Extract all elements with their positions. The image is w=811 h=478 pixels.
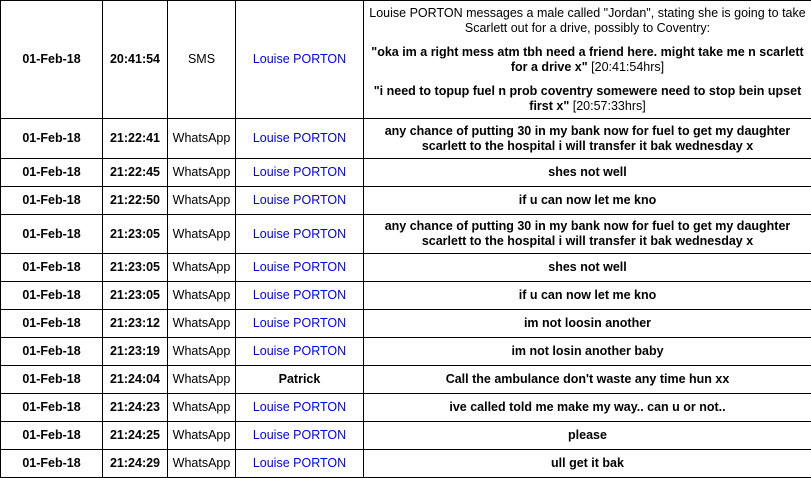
- date-cell: 01-Feb-18: [1, 338, 103, 366]
- date-cell: 01-Feb-18: [1, 450, 103, 478]
- time-cell: 21:22:50: [103, 187, 168, 215]
- message-cell: shes not well: [364, 254, 811, 282]
- type-cell: WhatsApp: [168, 422, 236, 450]
- date-cell: 01-Feb-18: [1, 254, 103, 282]
- summary-text: Louise PORTON messages a male called "Jordan", stating she is going to take Scarlett out for a drive, possibly to Coventry:: [367, 6, 808, 36]
- date-cell: 01-Feb-18: [1, 394, 103, 422]
- type-cell: WhatsApp: [168, 282, 236, 310]
- sender-cell: Louise PORTON: [236, 187, 364, 215]
- sender-cell: Louise PORTON: [236, 338, 364, 366]
- quoted-message-1: [367, 45, 808, 75]
- table-row: [1, 338, 811, 366]
- sender-cell: Louise PORTON: [236, 394, 364, 422]
- quoted-message-2: [367, 84, 808, 114]
- time-cell: 21:24:23: [103, 394, 168, 422]
- time-cell: 21:22:45: [103, 159, 168, 187]
- time-cell: 20:41:54: [103, 1, 168, 119]
- sender-cell: Louise PORTON: [236, 282, 364, 310]
- table-row: [1, 366, 811, 394]
- sender-cell: Louise PORTON: [236, 1, 364, 119]
- message-cell: any chance of putting 30 in my bank now for fuel to get my daughter scarlett to the hospital i will transfer it bak wednesday x: [364, 119, 811, 159]
- type-cell: WhatsApp: [168, 159, 236, 187]
- time-cell: 21:24:25: [103, 422, 168, 450]
- table-row: [1, 1, 811, 119]
- message-cell: im not losin another baby: [364, 338, 811, 366]
- quote-timestamp: [20:41:54hrs]: [591, 60, 664, 74]
- message-cell: please: [364, 422, 811, 450]
- message-cell: if u can now let me kno: [364, 282, 811, 310]
- date-cell: 01-Feb-18: [1, 366, 103, 394]
- message-cell: ive called told me make my way.. can u or not..: [364, 394, 811, 422]
- table-row: [1, 187, 811, 215]
- message-cell: any chance of putting 30 in my bank now for fuel to get my daughter scarlett to the hospital i will transfer it bak wednesday x: [364, 215, 811, 254]
- type-cell: WhatsApp: [168, 215, 236, 254]
- date-cell: 01-Feb-18: [1, 159, 103, 187]
- time-cell: 21:24:29: [103, 450, 168, 478]
- message-cell: Call the ambulance don't waste any time hun xx: [364, 366, 811, 394]
- type-cell: SMS: [168, 1, 236, 119]
- time-cell: 21:23:05: [103, 254, 168, 282]
- sender-cell: Louise PORTON: [236, 254, 364, 282]
- date-cell: 01-Feb-18: [1, 1, 103, 119]
- type-cell: WhatsApp: [168, 119, 236, 159]
- table-row: [1, 159, 811, 187]
- date-cell: 01-Feb-18: [1, 119, 103, 159]
- sender-cell: Louise PORTON: [236, 450, 364, 478]
- date-cell: 01-Feb-18: [1, 215, 103, 254]
- message-cell: im not loosin another: [364, 310, 811, 338]
- table-row: [1, 282, 811, 310]
- type-cell: WhatsApp: [168, 338, 236, 366]
- date-cell: 01-Feb-18: [1, 187, 103, 215]
- date-cell: 01-Feb-18: [1, 282, 103, 310]
- message-cell: ull get it bak: [364, 450, 811, 478]
- table-row: [1, 119, 811, 159]
- message-cell: shes not well: [364, 159, 811, 187]
- type-cell: WhatsApp: [168, 310, 236, 338]
- time-cell: 21:22:41: [103, 119, 168, 159]
- time-cell: 21:24:04: [103, 366, 168, 394]
- quote-timestamp: [20:57:33hrs]: [573, 99, 646, 113]
- date-cell: 01-Feb-18: [1, 310, 103, 338]
- sender-cell: Patrick: [236, 366, 364, 394]
- time-cell: 21:23:19: [103, 338, 168, 366]
- sender-cell: Louise PORTON: [236, 422, 364, 450]
- sender-cell: Louise PORTON: [236, 119, 364, 159]
- date-cell: 01-Feb-18: [1, 422, 103, 450]
- table-row: [1, 394, 811, 422]
- message-cell: if u can now let me kno: [364, 187, 811, 215]
- time-cell: 21:23:12: [103, 310, 168, 338]
- type-cell: WhatsApp: [168, 254, 236, 282]
- type-cell: WhatsApp: [168, 187, 236, 215]
- type-cell: WhatsApp: [168, 394, 236, 422]
- time-cell: 21:23:05: [103, 282, 168, 310]
- sender-cell: Louise PORTON: [236, 310, 364, 338]
- sender-cell: Louise PORTON: [236, 159, 364, 187]
- table-row: [1, 310, 811, 338]
- table-row: [1, 254, 811, 282]
- message-cell: [364, 1, 811, 119]
- quote-text: "i need to topup fuel n prob coventry somewere need to stop bein upset first x": [374, 84, 802, 113]
- sender-cell: Louise PORTON: [236, 215, 364, 254]
- table-row: [1, 215, 811, 254]
- table-row: [1, 422, 811, 450]
- time-cell: 21:23:05: [103, 215, 168, 254]
- type-cell: WhatsApp: [168, 366, 236, 394]
- quote-text: "oka im a right mess atm tbh need a friend here. might take me n scarlett for a drive x": [371, 45, 803, 74]
- type-cell: WhatsApp: [168, 450, 236, 478]
- table-row: [1, 450, 811, 478]
